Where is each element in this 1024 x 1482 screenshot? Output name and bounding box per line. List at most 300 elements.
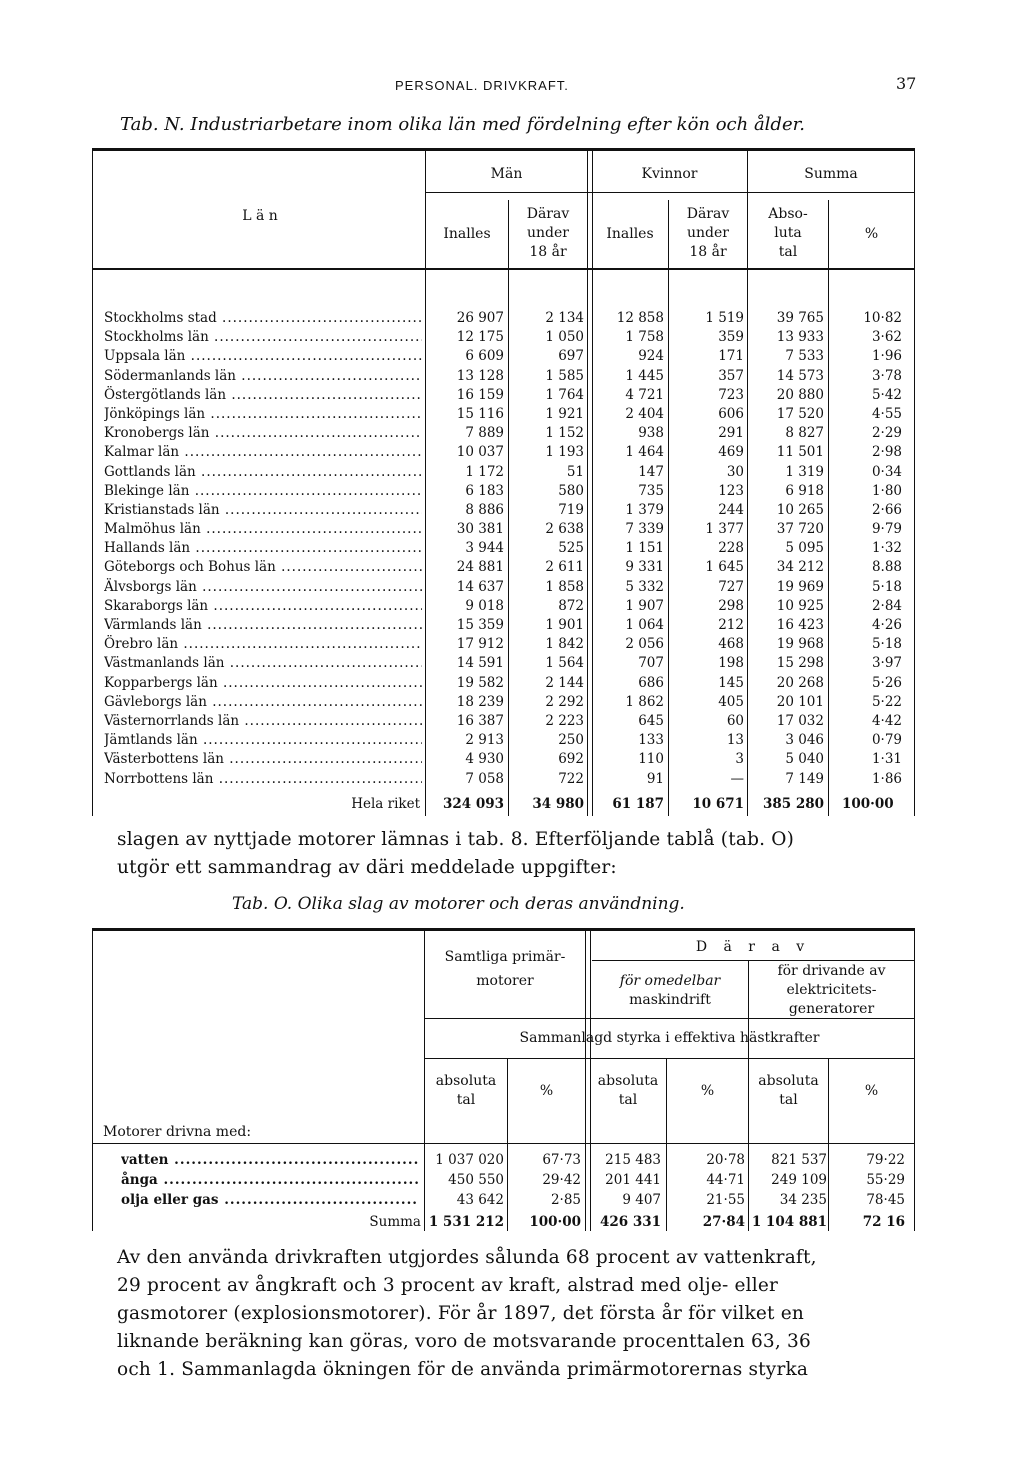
row-omedelbar-pct: 44·71 bbox=[706, 1172, 745, 1188]
row-drivande-abs: 249 109 bbox=[771, 1172, 827, 1188]
row-kvinnor: 1 379 bbox=[625, 501, 664, 518]
summa-c: 1 104 881 bbox=[751, 1214, 827, 1230]
row-kvinnor: 2 404 bbox=[625, 405, 664, 422]
row-kvinnor: 2 056 bbox=[625, 636, 664, 653]
maskindrift-line: maskindrift bbox=[629, 992, 711, 1008]
row-percent: 10·82 bbox=[863, 310, 902, 326]
row-motor-label: ånga ..... bbox=[121, 1171, 419, 1190]
group-kvinnor-header: Kvinnor bbox=[641, 166, 698, 182]
table-row bbox=[104, 501, 914, 520]
row-summa: 16 423 bbox=[776, 617, 824, 633]
table-row bbox=[104, 770, 914, 789]
row-man: 17 912 bbox=[456, 636, 504, 653]
row-summa: 20 101 bbox=[776, 693, 824, 710]
row-kvinnor: 147 bbox=[638, 463, 664, 480]
row-lan-name: Södermanlands län ..... bbox=[104, 367, 422, 386]
row-man-under18: 51 bbox=[566, 463, 584, 480]
table-n-body bbox=[104, 309, 914, 789]
table-row bbox=[104, 578, 914, 597]
table-row bbox=[104, 328, 914, 347]
row-kvinnor-under18: 13 bbox=[726, 732, 744, 749]
row-percent: 5·42 bbox=[871, 386, 902, 403]
row-summa: 11 501 bbox=[776, 444, 824, 461]
row-lan-name: Kalmar län ..... bbox=[104, 443, 422, 462]
row-summa: 10 265 bbox=[776, 501, 824, 518]
summa-label: Summa bbox=[369, 1214, 421, 1230]
table-n-top-rule bbox=[92, 148, 915, 151]
under-line: under bbox=[527, 225, 569, 241]
row-kvinnor: 1 445 bbox=[625, 367, 664, 384]
table-row bbox=[104, 482, 914, 501]
row-percent: 2·98 bbox=[871, 444, 902, 461]
row-summa: 13 933 bbox=[776, 329, 824, 346]
motorer-line: motorer bbox=[476, 973, 534, 989]
row-man-under18: 2 638 bbox=[545, 521, 584, 538]
row-kvinnor: 12 858 bbox=[616, 310, 664, 326]
table-o-darav-rule bbox=[592, 960, 914, 961]
row-kvinnor-under18: 1 519 bbox=[705, 310, 744, 326]
row-kvinnor-under18: 291 bbox=[718, 425, 744, 442]
row-drivande-pct: 55·29 bbox=[866, 1172, 905, 1188]
col-omedelbar-header bbox=[592, 972, 748, 1010]
table-o-total-row bbox=[121, 1213, 914, 1232]
table-o-top-rule bbox=[92, 928, 915, 931]
row-percent: 2·66 bbox=[871, 501, 902, 518]
row-samtliga-pct: 67·73 bbox=[542, 1152, 581, 1168]
summa-bp: 27·84 bbox=[702, 1214, 745, 1230]
drivande-abs-header bbox=[749, 1072, 828, 1110]
elektricitets-line: elektricitets- bbox=[786, 982, 877, 998]
age-line: 18 år bbox=[689, 244, 727, 260]
row-percent: 3·62 bbox=[871, 329, 902, 346]
row-kvinnor-under18: 298 bbox=[718, 597, 744, 614]
row-summa: 17 032 bbox=[776, 712, 824, 729]
row-kvinnor: 938 bbox=[638, 425, 664, 442]
table-row bbox=[121, 1151, 914, 1171]
row-summa: 17 520 bbox=[776, 405, 824, 422]
row-kvinnor: 735 bbox=[638, 482, 664, 499]
row-man-under18: 1 050 bbox=[545, 329, 584, 346]
total-man-under18: 34 980 bbox=[532, 796, 584, 812]
row-kvinnor-under18: 468 bbox=[718, 636, 744, 653]
row-omedelbar-pct: 20·78 bbox=[706, 1152, 745, 1168]
row-omedelbar-pct: 21·55 bbox=[706, 1192, 745, 1208]
table-row bbox=[104, 367, 914, 386]
row-summa: 39 765 bbox=[776, 310, 824, 326]
table-row bbox=[121, 1171, 914, 1191]
samtliga-line: Samtliga primär- bbox=[444, 949, 566, 965]
darav-line: Därav bbox=[686, 206, 730, 222]
col-drivande-header bbox=[749, 962, 914, 1019]
row-man: 14 591 bbox=[456, 655, 504, 672]
row-percent: 1·96 bbox=[871, 348, 902, 365]
samtliga-pct-header: % bbox=[539, 1083, 554, 1099]
divider bbox=[914, 151, 915, 816]
omedelbar-line: för omedelbar bbox=[619, 973, 721, 989]
row-man-under18: 1 193 bbox=[545, 444, 584, 461]
col-samtliga-header bbox=[425, 948, 585, 991]
table-o-body bbox=[121, 1151, 914, 1211]
row-kvinnor: 133 bbox=[638, 732, 664, 749]
paragraph-2 bbox=[117, 1244, 912, 1384]
row-man: 18 239 bbox=[456, 693, 504, 710]
table-o-header-rule bbox=[92, 1143, 915, 1144]
row-lan-name: Värmlands län ..... bbox=[104, 616, 422, 635]
drivande-line: för drivande av bbox=[777, 963, 886, 979]
table-n-total-row bbox=[104, 795, 914, 814]
row-lan-name: Norrbottens län ..... bbox=[104, 770, 422, 789]
summa-ap: 100·00 bbox=[529, 1214, 581, 1230]
row-samtliga-pct: 29·42 bbox=[542, 1172, 581, 1188]
group-man-header: Män bbox=[490, 166, 523, 182]
row-man-under18: 1 858 bbox=[545, 578, 584, 595]
row-kvinnor-under18: — bbox=[730, 770, 744, 787]
tal-line: tal bbox=[618, 1092, 638, 1108]
row-drivande-pct: 79·22 bbox=[866, 1152, 905, 1168]
row-lan-name: Kronobergs län ..... bbox=[104, 424, 422, 443]
row-kvinnor-under18: 357 bbox=[718, 367, 744, 384]
row-man-under18: 2 611 bbox=[545, 559, 584, 576]
row-man: 9 018 bbox=[465, 597, 504, 614]
row-kvinnor-under18: 145 bbox=[718, 674, 744, 691]
paragraph-line: Av den använda drivkraften utgjordes sålunda 68 procent av vattenkraft, bbox=[117, 1247, 817, 1268]
row-kvinnor: 5 332 bbox=[625, 578, 664, 595]
row-kvinnor-under18: 723 bbox=[718, 386, 744, 403]
row-man-under18: 722 bbox=[558, 770, 584, 787]
row-percent: 0·34 bbox=[871, 463, 902, 480]
table-n-group-rule bbox=[425, 192, 915, 193]
row-kvinnor-under18: 30 bbox=[726, 463, 744, 480]
row-percent: 5·22 bbox=[871, 693, 902, 710]
row-summa: 5 095 bbox=[785, 540, 824, 557]
row-man-under18: 2 292 bbox=[545, 693, 584, 710]
row-lan-name: Kopparbergs län ..... bbox=[104, 674, 422, 693]
row-lan-name: Jämtlands län ..... bbox=[104, 731, 422, 750]
row-kvinnor-under18: 727 bbox=[718, 578, 744, 595]
row-kvinnor-under18: 405 bbox=[718, 693, 744, 710]
row-kvinnor: 1 151 bbox=[625, 540, 664, 557]
table-row bbox=[104, 597, 914, 616]
row-man: 10 037 bbox=[456, 444, 504, 461]
row-man: 16 159 bbox=[456, 386, 504, 403]
row-summa: 19 968 bbox=[776, 636, 824, 653]
row-samtliga-pct: 2·85 bbox=[550, 1192, 581, 1208]
row-summa: 20 880 bbox=[776, 386, 824, 403]
row-man-under18: 697 bbox=[558, 348, 584, 365]
man-inalles-header: Inalles bbox=[443, 226, 491, 242]
table-row bbox=[104, 386, 914, 405]
row-kvinnor-under18: 359 bbox=[718, 329, 744, 346]
row-percent: 2·29 bbox=[871, 425, 902, 442]
row-kvinnor-under18: 606 bbox=[718, 405, 744, 422]
table-row bbox=[104, 693, 914, 712]
row-man-under18: 719 bbox=[558, 501, 584, 518]
row-summa: 19 969 bbox=[776, 578, 824, 595]
table-o-sub-rule-2 bbox=[424, 1058, 914, 1059]
tal-line: tal bbox=[456, 1092, 476, 1108]
absoluta-line: absoluta bbox=[597, 1073, 659, 1089]
row-percent: 3·78 bbox=[871, 367, 902, 384]
row-percent: 2·84 bbox=[871, 597, 902, 614]
table-row bbox=[104, 654, 914, 673]
row-man-under18: 1 564 bbox=[545, 655, 584, 672]
row-lan-name: Älvsborgs län ..... bbox=[104, 578, 422, 597]
row-samtliga-abs: 43 642 bbox=[456, 1192, 504, 1208]
row-summa: 8 827 bbox=[785, 425, 824, 442]
table-row bbox=[104, 405, 914, 424]
motorer-drivna-label: Motorer drivna med: bbox=[103, 1124, 252, 1140]
total-percent: 100·00 bbox=[842, 796, 894, 812]
row-kvinnor-under18: 60 bbox=[726, 712, 744, 729]
row-man-under18: 1 842 bbox=[545, 636, 584, 653]
row-man: 8 886 bbox=[465, 501, 504, 518]
samtliga-abs-header bbox=[425, 1072, 507, 1110]
row-lan-name: Örebro län ..... bbox=[104, 635, 422, 654]
summa-absoluta-header bbox=[748, 205, 828, 262]
row-lan-name: Västernorrlands län ..... bbox=[104, 712, 422, 731]
row-man-under18: 1 585 bbox=[545, 367, 584, 384]
row-kvinnor: 7 339 bbox=[625, 521, 664, 538]
row-man: 6 183 bbox=[465, 482, 504, 499]
row-percent: 4·26 bbox=[871, 617, 902, 633]
row-lan-name: Kristianstads län ..... bbox=[104, 501, 422, 520]
row-kvinnor: 9 331 bbox=[625, 559, 664, 576]
table-row bbox=[121, 1191, 914, 1211]
row-percent: 4·42 bbox=[871, 712, 902, 729]
row-lan-name: Gävleborgs län ..... bbox=[104, 693, 422, 712]
row-kvinnor: 1 758 bbox=[625, 329, 664, 346]
row-man: 16 387 bbox=[456, 712, 504, 729]
row-kvinnor-under18: 212 bbox=[718, 617, 744, 633]
table-row bbox=[104, 558, 914, 577]
row-man-under18: 525 bbox=[558, 540, 584, 557]
table-row bbox=[104, 750, 914, 769]
total-kvinnor-under18: 10 671 bbox=[692, 796, 744, 812]
row-samtliga-abs: 450 550 bbox=[448, 1172, 504, 1188]
row-summa: 6 918 bbox=[785, 482, 824, 499]
paragraph-line: utgör ett sammandrag av däri meddelade uppgifter: bbox=[117, 857, 617, 878]
running-title: PERSONAL. DRIVKRAFT. bbox=[395, 78, 569, 93]
table-row bbox=[104, 712, 914, 731]
man-under18-header bbox=[509, 205, 587, 262]
row-summa: 14 573 bbox=[776, 367, 824, 384]
row-motor-label: olja eller gas ..... bbox=[121, 1191, 419, 1210]
row-man-under18: 1 901 bbox=[545, 617, 584, 633]
row-man: 15 359 bbox=[456, 617, 504, 633]
row-kvinnor: 1 464 bbox=[625, 444, 664, 461]
row-kvinnor: 924 bbox=[638, 348, 664, 365]
row-kvinnor: 1 907 bbox=[625, 597, 664, 614]
table-row bbox=[104, 424, 914, 443]
row-kvinnor: 110 bbox=[638, 751, 664, 768]
row-man: 13 128 bbox=[456, 367, 504, 384]
table-row bbox=[104, 347, 914, 366]
row-kvinnor: 707 bbox=[638, 655, 664, 672]
tal-line: tal bbox=[778, 244, 798, 260]
row-man: 2 913 bbox=[465, 732, 504, 749]
row-kvinnor-under18: 1 645 bbox=[705, 559, 744, 576]
row-lan-name: Jönköpings län ..... bbox=[104, 405, 422, 424]
absoluta-line: absoluta bbox=[435, 1073, 497, 1089]
table-row bbox=[104, 616, 914, 635]
row-drivande-abs: 34 235 bbox=[779, 1192, 827, 1208]
row-kvinnor-under18: 198 bbox=[718, 655, 744, 672]
table-row bbox=[104, 443, 914, 462]
paragraph-line: 29 procent av ångkraft och 3 procent av kraft, alstrad med olje- eller bbox=[117, 1275, 779, 1296]
row-drivande-pct: 78·45 bbox=[866, 1192, 905, 1208]
total-label: Hela riket bbox=[351, 796, 420, 812]
row-summa: 7 149 bbox=[785, 770, 824, 787]
row-samtliga-abs: 1 037 020 bbox=[435, 1152, 504, 1168]
total-man: 324 093 bbox=[442, 796, 504, 812]
row-summa: 7 533 bbox=[785, 348, 824, 365]
row-man: 15 116 bbox=[456, 405, 504, 422]
divider bbox=[92, 931, 93, 1231]
row-summa: 1 319 bbox=[785, 463, 824, 480]
row-man-under18: 1 152 bbox=[545, 425, 584, 442]
row-man-under18: 1 921 bbox=[545, 405, 584, 422]
table-row bbox=[104, 309, 914, 328]
absoluta-line: absoluta bbox=[758, 1073, 819, 1089]
row-kvinnor-under18: 244 bbox=[718, 501, 744, 518]
row-lan-name: Västmanlands län ..... bbox=[104, 654, 422, 673]
paragraph-line: slagen av nyttjade motorer lämnas i tab. 8. Efterföljande tablå (tab. O) bbox=[117, 829, 795, 850]
row-man-under18: 580 bbox=[558, 482, 584, 499]
row-kvinnor: 686 bbox=[638, 674, 664, 691]
generatorer-line: generatorer bbox=[788, 1001, 875, 1017]
row-man-under18: 1 764 bbox=[545, 386, 584, 403]
row-man: 1 172 bbox=[465, 463, 504, 480]
page-number: 37 bbox=[896, 74, 917, 93]
col-lan-header: L ä n bbox=[242, 208, 278, 224]
table-row bbox=[104, 463, 914, 482]
row-percent: 5·18 bbox=[871, 578, 902, 595]
row-man-under18: 692 bbox=[558, 751, 584, 768]
paragraph-1 bbox=[117, 826, 912, 882]
luta-line: luta bbox=[774, 225, 802, 241]
total-kvinnor: 61 187 bbox=[612, 796, 664, 812]
row-percent: 1·31 bbox=[871, 751, 902, 768]
table-o-caption: Tab. O. Olika slag av motorer och deras användning. bbox=[232, 894, 685, 914]
row-omedelbar-abs: 9 407 bbox=[622, 1192, 661, 1208]
row-omedelbar-abs: 201 441 bbox=[605, 1172, 661, 1188]
paragraph-line: liknande beräkning kan göras, voro de motsvarande procenttalen 63, 36 bbox=[117, 1331, 811, 1352]
row-kvinnor: 91 bbox=[646, 770, 664, 787]
row-kvinnor: 1 862 bbox=[625, 693, 664, 710]
row-percent: 3·97 bbox=[871, 655, 902, 672]
row-percent: 9·79 bbox=[871, 521, 902, 538]
row-drivande-abs: 821 537 bbox=[771, 1152, 827, 1168]
row-percent: 8.88 bbox=[871, 559, 902, 576]
table-n-header-rule bbox=[92, 268, 915, 270]
tal-line: tal bbox=[779, 1092, 798, 1108]
row-lan-name: Västerbottens län ..... bbox=[104, 750, 422, 769]
darav-line: Därav bbox=[526, 206, 570, 222]
row-percent: 5·26 bbox=[871, 674, 902, 691]
divider bbox=[914, 931, 915, 1231]
table-row bbox=[104, 674, 914, 693]
row-lan-name: Hallands län ..... bbox=[104, 539, 422, 558]
table-row bbox=[104, 520, 914, 539]
row-man: 19 582 bbox=[456, 674, 504, 691]
kvinnor-under18-header bbox=[669, 205, 747, 262]
row-percent: 0·79 bbox=[871, 732, 902, 749]
table-row bbox=[104, 539, 914, 558]
row-lan-name: Blekinge län ..... bbox=[104, 482, 422, 501]
row-kvinnor-under18: 469 bbox=[718, 444, 744, 461]
table-n-caption: Tab. N. Industriarbetare inom olika län med fördelning efter kön och ålder. bbox=[120, 114, 805, 135]
row-summa: 15 298 bbox=[776, 655, 824, 672]
row-kvinnor-under18: 3 bbox=[735, 751, 744, 768]
row-kvinnor-under18: 171 bbox=[718, 348, 744, 365]
abso-line: Abso- bbox=[768, 206, 808, 222]
paragraph-line: och 1. Sammanlagda ökningen för de använda primärmotorernas styrka bbox=[117, 1359, 809, 1380]
row-summa: 10 925 bbox=[776, 597, 824, 614]
row-summa: 5 040 bbox=[785, 751, 824, 768]
row-percent: 1·32 bbox=[871, 540, 902, 557]
group-summa-header: Summa bbox=[804, 166, 858, 182]
row-man-under18: 2 144 bbox=[545, 674, 584, 691]
summa-percent-header: % bbox=[864, 226, 879, 242]
row-summa: 34 212 bbox=[776, 559, 824, 576]
row-percent: 1·80 bbox=[871, 482, 902, 499]
row-man: 14 637 bbox=[456, 578, 504, 595]
row-man-under18: 2 134 bbox=[545, 310, 584, 326]
paragraph-line: gasmotorer (explosionsmotorer). För år 1897, det första år för vilket en bbox=[117, 1303, 804, 1324]
row-kvinnor-under18: 123 bbox=[718, 482, 744, 499]
table-n-left-border bbox=[92, 151, 93, 816]
row-lan-name: Göteborgs och Bohus län ..... bbox=[104, 558, 422, 577]
row-man-under18: 250 bbox=[558, 732, 584, 749]
row-kvinnor: 4 721 bbox=[625, 386, 664, 403]
row-lan-name: Stockholms stad ..... bbox=[104, 309, 422, 328]
row-man: 26 907 bbox=[456, 310, 504, 326]
omedelbar-abs-header bbox=[590, 1072, 666, 1110]
row-kvinnor: 645 bbox=[638, 712, 664, 729]
row-lan-name: Gottlands län ..... bbox=[104, 463, 422, 482]
row-man: 7 058 bbox=[465, 770, 504, 787]
sammanlagd-header: Sammanlagd styrka i effektiva hästkrafter bbox=[519, 1030, 820, 1046]
row-motor-label: vatten ..... bbox=[121, 1151, 419, 1170]
row-lan-name: Östergötlands län ..... bbox=[104, 386, 422, 405]
row-kvinnor-under18: 1 377 bbox=[705, 521, 744, 538]
omedelbar-pct-header: % bbox=[700, 1083, 715, 1099]
summa-b: 426 331 bbox=[599, 1214, 661, 1230]
drivande-pct-header: % bbox=[864, 1083, 879, 1099]
row-lan-name: Uppsala län ..... bbox=[104, 347, 422, 366]
row-man-under18: 2 223 bbox=[545, 712, 584, 729]
under-line: under bbox=[687, 225, 729, 241]
total-summa: 385 280 bbox=[762, 796, 824, 812]
row-man-under18: 872 bbox=[558, 597, 584, 614]
summa-a: 1 531 212 bbox=[428, 1214, 504, 1230]
row-omedelbar-abs: 215 483 bbox=[605, 1152, 661, 1168]
row-percent: 4·55 bbox=[871, 405, 902, 422]
row-percent: 5·18 bbox=[871, 636, 902, 653]
row-man: 4 930 bbox=[465, 751, 504, 768]
row-man: 7 889 bbox=[465, 425, 504, 442]
darav-header: D ä r a v bbox=[695, 939, 811, 955]
row-lan-name: Malmöhus län ..... bbox=[104, 520, 422, 539]
row-lan-name: Stockholms län ..... bbox=[104, 328, 422, 347]
row-man: 6 609 bbox=[465, 348, 504, 365]
table-row bbox=[104, 635, 914, 654]
row-man: 24 881 bbox=[456, 559, 504, 576]
row-man: 30 381 bbox=[456, 521, 504, 538]
row-summa: 20 268 bbox=[776, 674, 824, 691]
row-kvinnor-under18: 228 bbox=[718, 540, 744, 557]
row-man: 12 175 bbox=[456, 329, 504, 346]
